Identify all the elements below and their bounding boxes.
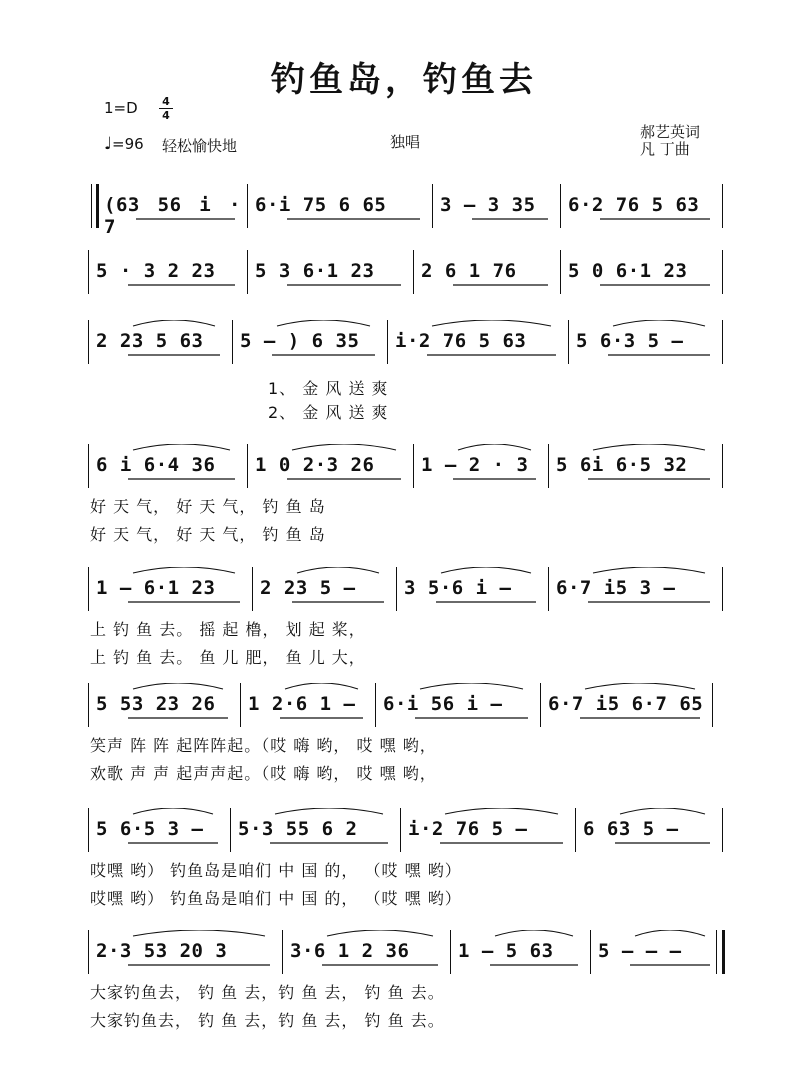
measure-notes: 1 2·6 1 –: [248, 693, 356, 715]
measure-notes: 5 – ) 6 35: [240, 330, 360, 352]
lyric-line-1: 好 天 气， 好 天 气， 钓 鱼 岛: [90, 497, 326, 516]
measure-notes: 2 23 5 –: [260, 577, 356, 599]
slur-arc: [133, 320, 215, 326]
measure-notes: 6 i 6·4 36: [96, 454, 216, 476]
time-signature-top: 4: [162, 95, 170, 108]
slur-arc: [420, 683, 523, 689]
measure-notes: 6·7 i5 3 –: [556, 577, 676, 599]
lyric-line-1: 哎嘿 哟） 钓鱼岛是咱们 中 国 的， （哎 嘿 哟）: [90, 861, 462, 880]
beam-marks: [0, 567, 808, 617]
beam-marks: [0, 184, 808, 234]
slur-arc: [133, 683, 223, 689]
lyric-line-1: 大家钓鱼去， 钓 鱼 去，钓 鱼 去， 钓 鱼 去。: [90, 983, 445, 1002]
measure-notes: 6·i 56 i –: [383, 693, 503, 715]
measure-notes: 5 · 3 2 23: [96, 260, 216, 282]
measure-notes: 2·3 53 20 3: [96, 940, 228, 962]
measure-notes: 6 63 5 –: [583, 818, 679, 840]
slur-arc: [277, 320, 370, 326]
measure-notes: 6·i 75 6 65: [255, 194, 387, 216]
measure-notes: 1 – 6·1 23: [96, 577, 216, 599]
slur-arc: [292, 444, 396, 450]
measure-notes: 3 5·6 i –: [404, 577, 512, 599]
slur-arc: [285, 683, 358, 689]
slur-arc: [327, 930, 433, 936]
lyric-line-1: 1、 金 风 送 爽: [268, 379, 389, 398]
lyricist-credit: 郝艺英词: [640, 123, 701, 141]
measure-notes: 5 6·3 5 –: [576, 330, 684, 352]
measure-notes: 6·2 76 5 63: [568, 194, 700, 216]
slur-arc: [297, 567, 379, 573]
slur-arc: [593, 444, 705, 450]
time-signature: [159, 96, 173, 121]
slur-arc: [441, 567, 531, 573]
slur-arc: [133, 930, 265, 936]
measure-notes: 1 – 2 · 3: [421, 454, 529, 476]
beam-marks: [0, 930, 808, 980]
performance-form: 独唱: [390, 133, 421, 151]
slur-arc: [585, 683, 695, 689]
measure-notes: 3 – 3 35: [440, 194, 536, 216]
composer-credit: 凡 丁曲: [640, 140, 690, 158]
lyric-line-1: 笑声 阵 阵 起阵阵起。（哎 嗨 哟， 哎 嘿 哟，: [90, 736, 437, 755]
expression-marking: 轻松愉快地: [162, 137, 238, 155]
measure-notes: 3·6 1 2 36: [290, 940, 410, 962]
lyric-line-2: 大家钓鱼去， 钓 鱼 去，钓 鱼 去， 钓 鱼 去。: [90, 1011, 445, 1030]
song-title: 钓鱼岛，钓鱼去: [271, 60, 537, 100]
measure-notes: 5 3 6·1 23: [255, 260, 375, 282]
slur-arc: [275, 808, 383, 814]
measure-notes: 5 0 6·1 23: [568, 260, 688, 282]
measure-notes: i·2 76 5 63: [395, 330, 527, 352]
measure-notes: 2 23 5 63: [96, 330, 204, 352]
slur-arc: [133, 444, 230, 450]
lyric-line-2: 好 天 气， 好 天 气， 钓 鱼 岛: [90, 525, 326, 544]
measure-notes: 5 6·5 3 –: [96, 818, 204, 840]
beam-marks: [0, 808, 808, 858]
quarter-note-icon: ♩: [104, 134, 113, 154]
slur-arc: [613, 320, 705, 326]
slur-arc: [495, 930, 573, 936]
measure-notes: 5·3 55 6 2: [238, 818, 358, 840]
lyric-line-1: 上 钓 鱼 去。 摇 起 橹， 划 起 桨，: [90, 620, 366, 639]
slur-arc: [635, 930, 705, 936]
beam-marks: [0, 683, 808, 733]
measure-notes: 1 0 2·3 26: [255, 454, 375, 476]
tempo-marking: [104, 134, 144, 154]
measure-notes: 5 6i 6·5 32: [556, 454, 688, 476]
slur-arc: [432, 320, 551, 326]
lyric-line-2: 2、 金 风 送 爽: [268, 403, 389, 422]
tempo-value: =96: [112, 135, 144, 153]
measure-notes: 6·7 i5 6·7 65: [548, 693, 704, 715]
slur-arc: [593, 567, 705, 573]
measure-notes: i·2 76 5 –: [408, 818, 528, 840]
measure-notes: 1 – 5 63: [458, 940, 554, 962]
measure-notes: 5 53 23 26: [96, 693, 216, 715]
key-signature: 1=D: [104, 99, 138, 117]
slur-arc: [458, 444, 531, 450]
slur-arc: [133, 567, 235, 573]
measure-notes: 5 – – –: [598, 940, 682, 962]
lyric-line-2: 欢歌 声 声 起声声起。（哎 嗨 哟， 哎 嘿 哟，: [90, 764, 437, 783]
slur-arc: [445, 808, 558, 814]
measure-notes: 2 6 1 76: [421, 260, 517, 282]
time-signature-bottom: 4: [162, 109, 170, 122]
slur-arc: [133, 808, 213, 814]
lyric-line-2: 上 钓 鱼 去。 鱼 儿 肥， 鱼 儿 大，: [90, 648, 366, 667]
beam-marks: [0, 320, 808, 370]
slur-arc: [620, 808, 705, 814]
beam-marks: [0, 250, 808, 300]
measure-notes: (63 56 i · 7: [104, 194, 241, 238]
beam-marks: [0, 444, 808, 494]
lyric-line-2: 哎嘿 哟） 钓鱼岛是咱们 中 国 的， （哎 嘿 哟）: [90, 889, 462, 908]
